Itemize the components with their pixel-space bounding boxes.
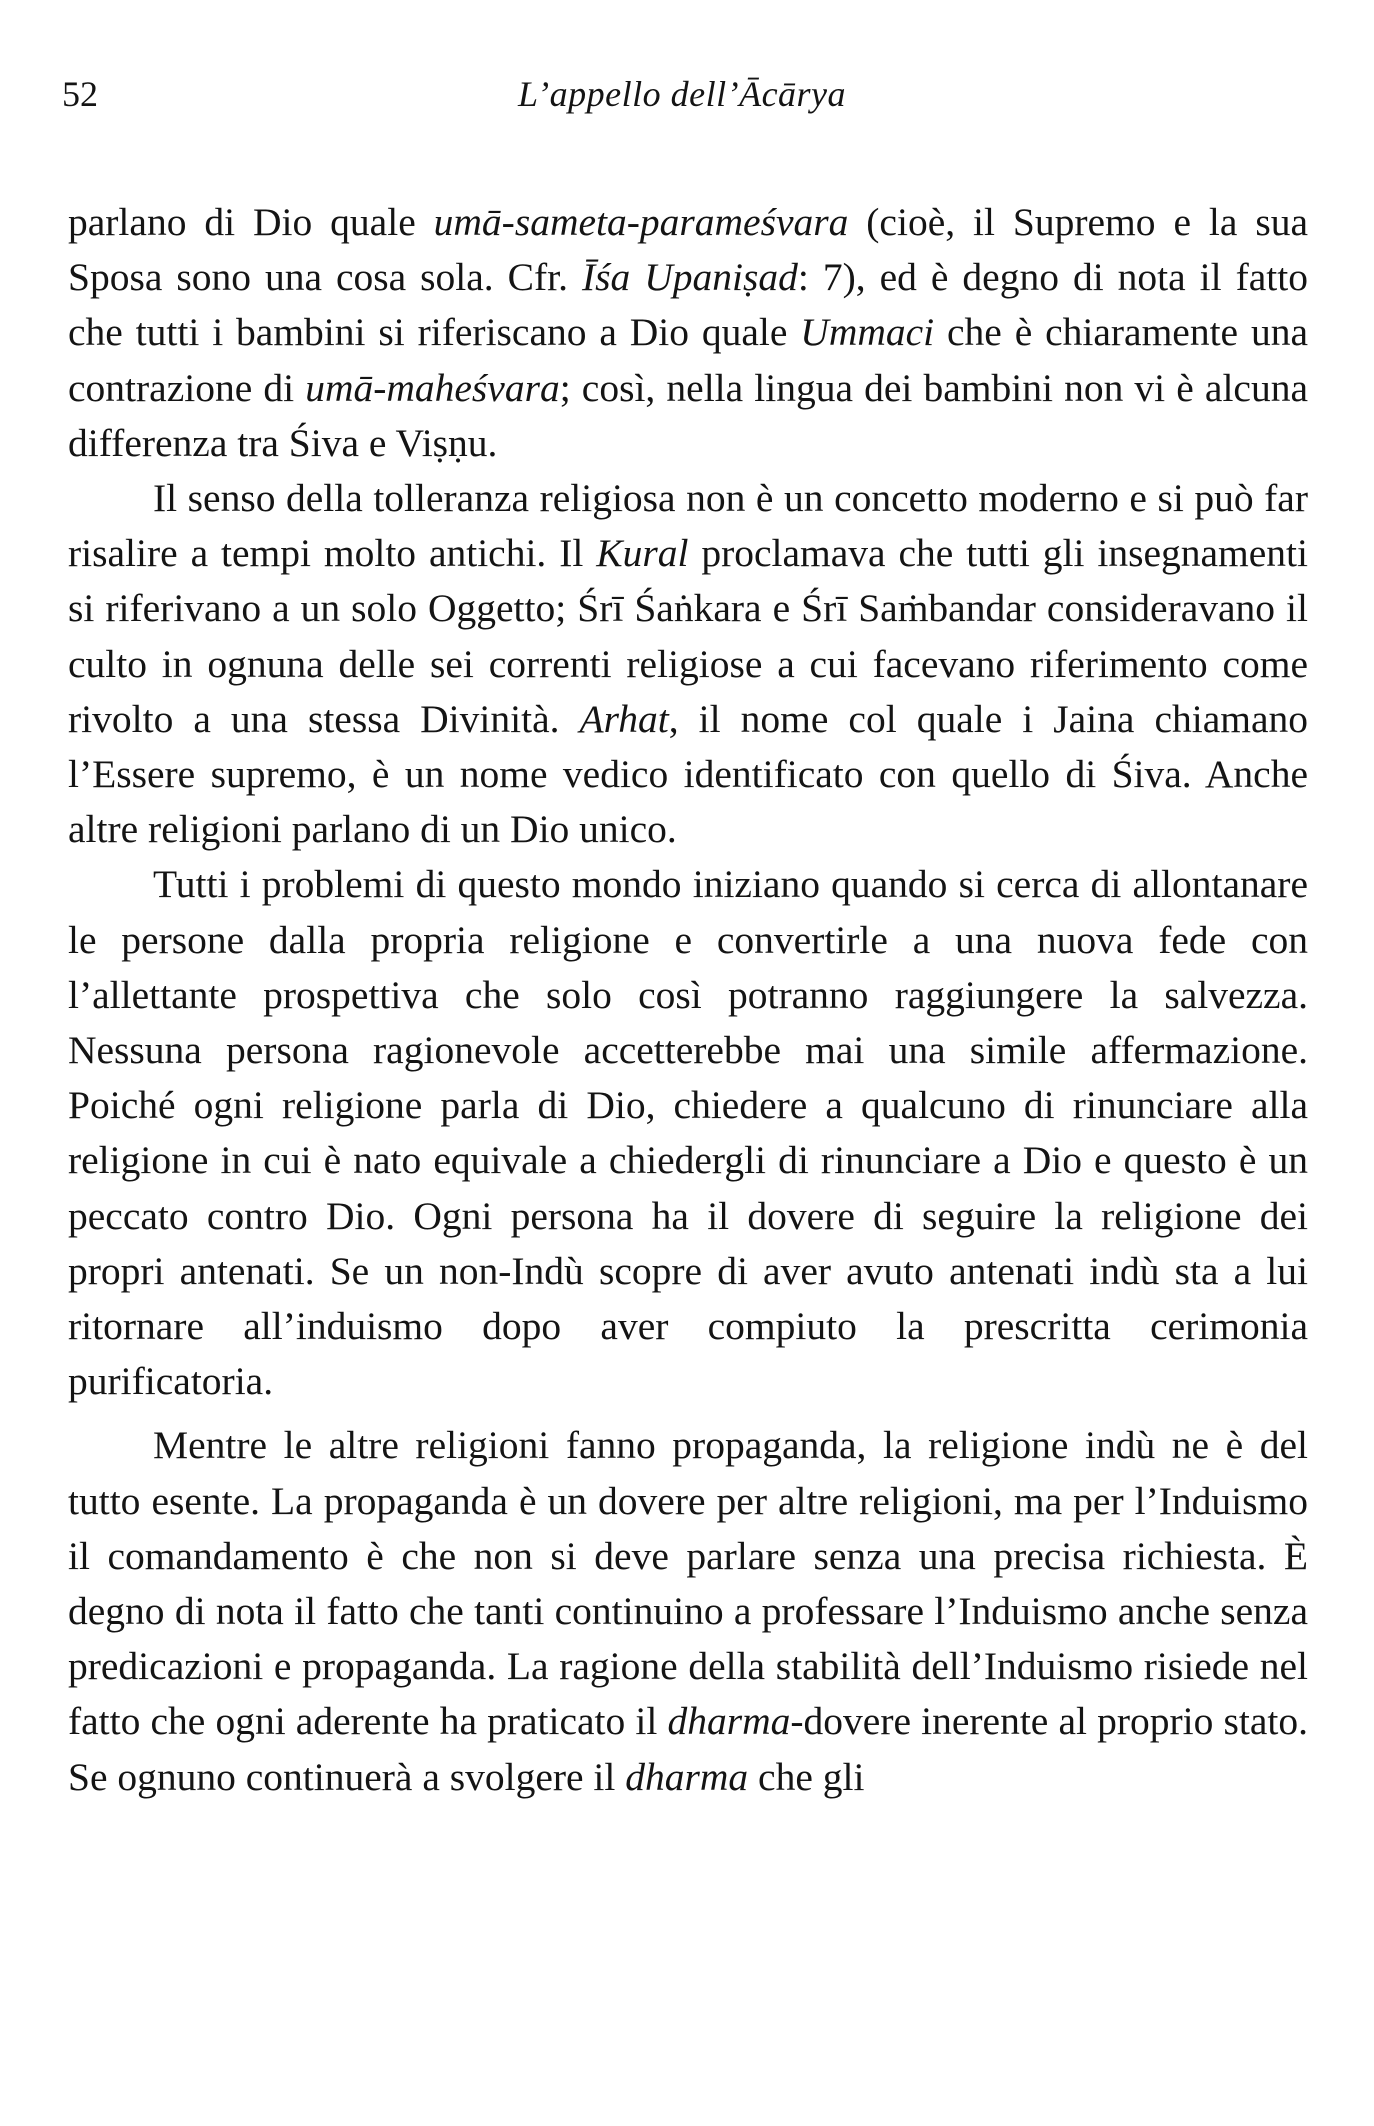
text-run: Il senso della tolleranza religiosa non è un concetto moderno e si può far risalire a tempi molto antichi. Il [68,476,1308,576]
paragraph-p1 [68,195,1308,471]
italic-term: Arhat [579,696,669,741]
paragraph-p2 [68,471,1308,857]
italic-term: Kural [596,531,689,576]
text-run: , il nome col quale i Jaina chiamano l’Essere supremo, è un nome vedico identificato con quello di Śiva. Anche altre religioni parlano di un Dio unico. [68,696,1308,852]
italic-term: dharma [625,1754,749,1799]
text-run: : 7), ed è degno di nota il fatto che tutti i bambini si riferiscano a Dio quale [68,255,1308,355]
italic-term: dharma [667,1699,791,1744]
italic-term: umā-sameta-parameśvara [433,200,849,244]
body-text [68,195,1308,1805]
running-title: L’appello dell’Ācārya [517,74,847,114]
text-run: Mentre le altre religioni fanno propaganda, la religione indù ne è del tutto esente. La propaganda è un dovere per altre religioni, ma per l’Induismo il comandamento è che non si deve parlare senza una precisa richiesta. È degno di nota il fatto che tanti continuino a professare l’Induismo anche senza predicazioni e propaganda. La ragione della stabilità dell’Induismo risiede nel fatto che ogni aderente ha praticato il [68,1423,1308,1744]
italic-term: Īśa Upaniṣad [582,255,798,300]
text-run: (cioè, il Supremo e la sua Sposa sono una cosa sola. Cfr. [68,200,1308,300]
text-run: proclamava che tutti gli insegnamenti si riferivano a un solo Oggetto; Śrī Śaṅkara e Śrī Saṁbandar consideravano il culto in ognuna delle sei correnti religiose a cui facevano riferimento come rivolto a una stessa Divinità. [68,531,1308,741]
text-run: che gli [748,1754,865,1799]
text-run: parlano di Dio quale [68,200,434,244]
paragraph-p4 [68,1418,1308,1804]
text-run: Tutti i problemi di questo mondo iniziano quando si cerca di allontanare le persone dalla propria religione e convertirle a una nuova fede con l’allettante prospettiva che solo così potranno raggiungere la salvezza. Nessuna persona ragionevole accetterebbe mai una simile affermazione. Poiché ogni religione parla di Dio, chiedere a qualcuno di rinunciare alla religione in cui è nato equivale a chiedergli di rinunciare a Dio e questo è un peccato contro Dio. Ogni persona ha il dovere di seguire la religione dei propri antenati. Se un non-Indù scopre di aver avuto antenati indù sta a lui ritornare all’induismo dopo aver compiuto la prescritta cerimonia purificatoria. [68,862,1308,1404]
text-run: -dovere inerente al proprio stato. Se ognuno continuerà a svolgere il [68,1699,1308,1799]
page-header [62,68,1302,120]
italic-term: Ummaci [800,310,935,355]
paragraph-p3 [68,857,1308,1409]
page-number: 52 [62,74,98,114]
text-run: ; così, nella lingua dei bambini non vi è alcuna differenza tra Śiva e Viṣṇu. [68,365,1308,465]
text-run: che è chiaramente una contrazione di [68,310,1308,410]
italic-term: umā-maheśvara [305,365,560,410]
